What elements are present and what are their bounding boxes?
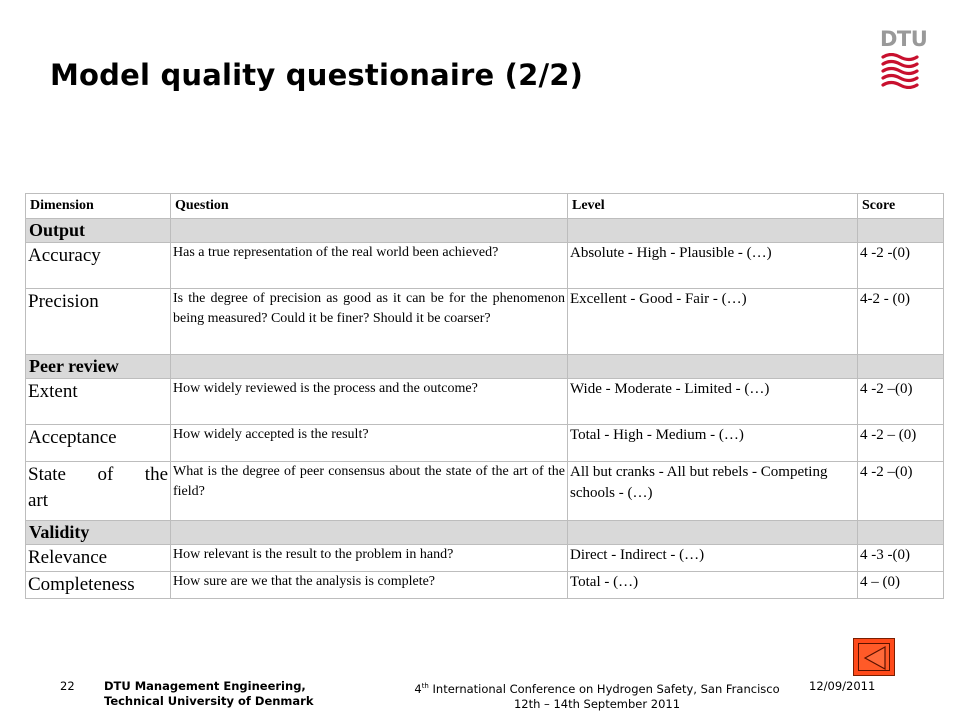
footer-conference [400, 679, 794, 712]
back-button[interactable] [853, 638, 895, 676]
question-cell: How widely accepted is the result? [171, 425, 568, 462]
dtu-logo-text: DTU [880, 27, 928, 51]
footer-dept-line: DTU Management Engineering, [104, 679, 306, 693]
score-cell: 4 -2 – (0) [858, 425, 944, 462]
score-cell: 4 -2 –(0) [858, 462, 944, 521]
conf-name: International Conference on Hydrogen Safety, San Francisco [428, 681, 780, 696]
header-dimension: Dimension [26, 194, 171, 219]
dimension-cell: Precision [26, 289, 171, 355]
table-header-row [26, 194, 944, 219]
dtu-logo-icon [880, 53, 920, 89]
score-cell: 4-2 - (0) [858, 289, 944, 355]
question-cell: How widely reviewed is the process and the outcome? [171, 379, 568, 425]
level-cell: Total - (…) [568, 572, 858, 599]
dimension-cell: Accuracy [26, 243, 171, 289]
header-level: Level [568, 194, 858, 219]
conf-ordinal-suffix: th [421, 682, 429, 690]
section-label: Validity [26, 521, 171, 545]
table-row [26, 379, 944, 425]
dimension-cell: Completeness [26, 572, 171, 599]
back-arrow-icon [859, 644, 891, 672]
section-row-output [26, 219, 944, 243]
level-cell: Total - High - Medium - (…) [568, 425, 858, 462]
conf-dates: 12th – 14th September 2011 [513, 696, 681, 711]
level-cell: Excellent - Good - Fair - (…) [568, 289, 858, 355]
header-score: Score [858, 194, 944, 219]
table-row [26, 243, 944, 289]
dimension-line: State of the [28, 464, 168, 485]
question-cell: Has a true representation of the real world been achieved? [171, 243, 568, 289]
score-cell: 4 – (0) [858, 572, 944, 599]
dimension-cell: Acceptance [26, 425, 171, 462]
question-cell: How sure are we that the analysis is complete? [171, 572, 568, 599]
table-row [26, 572, 944, 599]
table-row [26, 425, 944, 462]
level-cell: Wide - Moderate - Limited - (…) [568, 379, 858, 425]
table-row [26, 289, 944, 355]
footer-date: 12/09/2011 [809, 679, 876, 693]
footer-dept-line: Technical University of Denmark [104, 694, 314, 708]
table-row [26, 462, 944, 521]
question-cell: What is the degree of peer consensus about the state of the art of the field? [171, 462, 568, 521]
footer-department [104, 679, 314, 709]
dimension-cell: Extent [26, 379, 171, 425]
section-row-validity [26, 521, 944, 545]
conf-ordinal: 4 [414, 681, 422, 696]
level-cell: Direct - Indirect - (…) [568, 545, 858, 572]
score-cell: 4 -3 -(0) [858, 545, 944, 572]
score-cell: 4 -2 -(0) [858, 243, 944, 289]
header-question: Question [171, 194, 568, 219]
level-cell: Absolute - High - Plausible - (…) [568, 243, 858, 289]
section-row-peer-review [26, 355, 944, 379]
page-number: 22 [60, 679, 75, 693]
question-cell: How relevant is the result to the problem in hand? [171, 545, 568, 572]
level-cell: All but cranks - All but rebels - Competing schools - (…) [568, 462, 858, 521]
question-cell: Is the degree of precision as good as it can be for the phenomenon being measured? Could it be finer? Should it be coarser? [171, 289, 568, 355]
slide-title: Model quality questionaire (2/2) [50, 58, 584, 92]
dimension-cell [26, 462, 171, 521]
table-row [26, 545, 944, 572]
dimension-cell: Relevance [26, 545, 171, 572]
section-label: Output [26, 219, 171, 243]
dimension-line: art [28, 490, 49, 511]
section-label: Peer review [26, 355, 171, 379]
dtu-logo [880, 27, 928, 88]
score-cell: 4 -2 –(0) [858, 379, 944, 425]
quality-table [25, 193, 944, 599]
